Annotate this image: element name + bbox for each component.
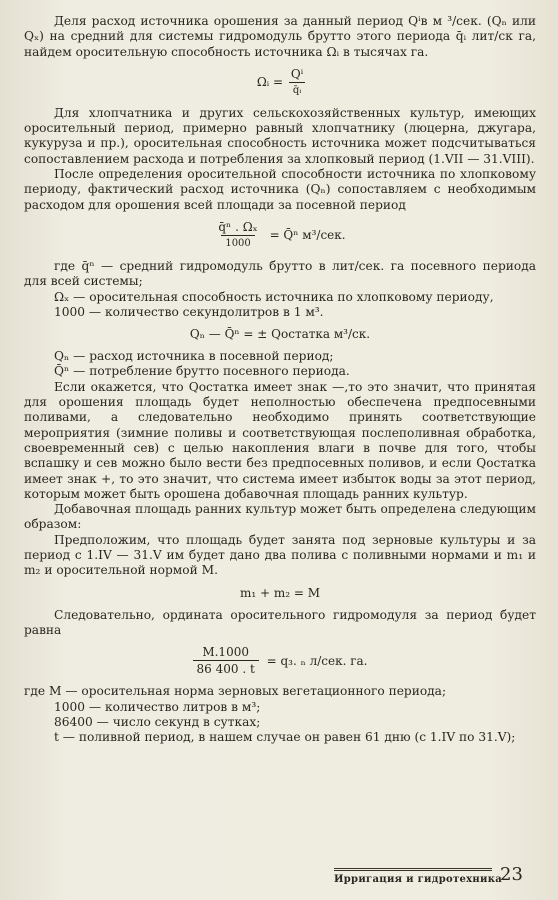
formula-text: Qₙ — Q̄ⁿ = ± Qостатка м³/ск. [189,327,371,342]
formula-rhs: = q₃. ₙ л/сек. га. [266,653,368,668]
definition-line: t — поливной период, в нашем случае он равен 61 дню (с 1.IV по 31.V); [54,730,516,745]
formula-sowing-consumption [24,220,536,251]
page-number: 23 [500,864,523,885]
fraction-denominator: 1000 [221,235,254,251]
paragraph: После определения оросительной способности источника по хлопковому периоду, фактический расход источника (Qₙ) сопоставляем с необходимым расходом для орошения всей площади за посевной период [24,167,536,212]
fraction [193,645,259,676]
formula-irrigation-norm [24,586,536,600]
definition-line: 1000 — количество литров в м³; [54,699,261,714]
paragraph: Следовательно, ордината оросительного гидромодуля за период будет равна [24,607,536,637]
formula-remainder [24,327,536,341]
formula-irrigation-capacity [24,67,536,98]
fraction-denominator: 86 400 . t [193,660,259,676]
definition-line: Qₙ — расход источника в посевной период; [54,349,334,364]
definition-line: Q̄ⁿ — потребление брутто посевного периода. [54,364,350,379]
page-footer [0,860,558,890]
footer-rule [334,868,492,871]
fraction [287,67,307,98]
fraction [214,220,261,251]
fraction-denominator: q̄ᵢ [289,82,305,98]
paragraph: Деля расход источника орошения за данный период Qⁱв м ³/сек. (Qₙ или Qₓ) на средний для системы гидромодуль брутто этого периода q̄ᵢ лит/ск га, найдем оросительную способность источника Ωᵢ в тысячах га. [24,14,536,59]
formula-rhs: = Q̄ⁿ м³/сек. [269,228,346,243]
fraction-numerator: M.1000 [202,645,249,660]
journal-title: Ирригация и гидротехника [334,874,503,885]
paragraph: где М — оросительная норма зерновых вегетационного периода; [24,684,447,699]
paragraph: Добавочная площадь ранних культур может быть определена следующим образом: [24,502,536,532]
paragraph: Предположим, что площадь будет занята под зерновые культуры и за период с 1.IV — 31.V им будет дано два полива с поливными нормами и m₁ и m₂ и оросительной нормой М. [24,532,536,578]
paragraph: Для хлопчатника и других сельскохозяйственных культур, имеющих оросительный период, примерно равный хлопчатнику (люцерна, джугара, кукуруза и пр.), оросительная способность источника может подсчитываться сопоставлением расхода и потребления за хлопковый период (1.VII — 31.VIII). [24,105,536,166]
definition-line: 1000 — количество секундолитров в 1 м³. [54,304,324,319]
paragraph: Если окажется, что Qостатка имеет знак —,то это значит, что принятая для орошения площадь будет неполностью обеспечена предпосевными поливами, а следовательно необходимо принять соответствующие мероприятия (зимние поливы и соответствующая послеполивная обработка, своевременный сев) с целью накопления влаги в почве для того, чтобы вспашку и сев можно было вести без предпосевных поливов, и если Qостатка имеет знак +, то это значит, что система имеет избыток воды за этот период, которым может быть орошена добавочная площадь ранних культур. [24,379,536,501]
definition-line: 86400 — число секунд в сутках; [54,714,261,729]
formula-lhs: Ωᵢ = [256,75,284,90]
formula-hydromodule-ordinate [24,645,536,676]
fraction-numerator: Qⁱ [290,66,304,81]
definition-line: Ωₓ — оросительная способность источника по хлопковому периоду, [54,289,494,304]
formula-text: m₁ + m₂ = M [239,585,321,600]
paragraph: где q̄ⁿ — средний гидромодуль брутто в лит/сек. га посевного периода для всей системы; [24,258,536,289]
fraction-numerator: q̄ⁿ . Ωₓ [218,219,258,234]
